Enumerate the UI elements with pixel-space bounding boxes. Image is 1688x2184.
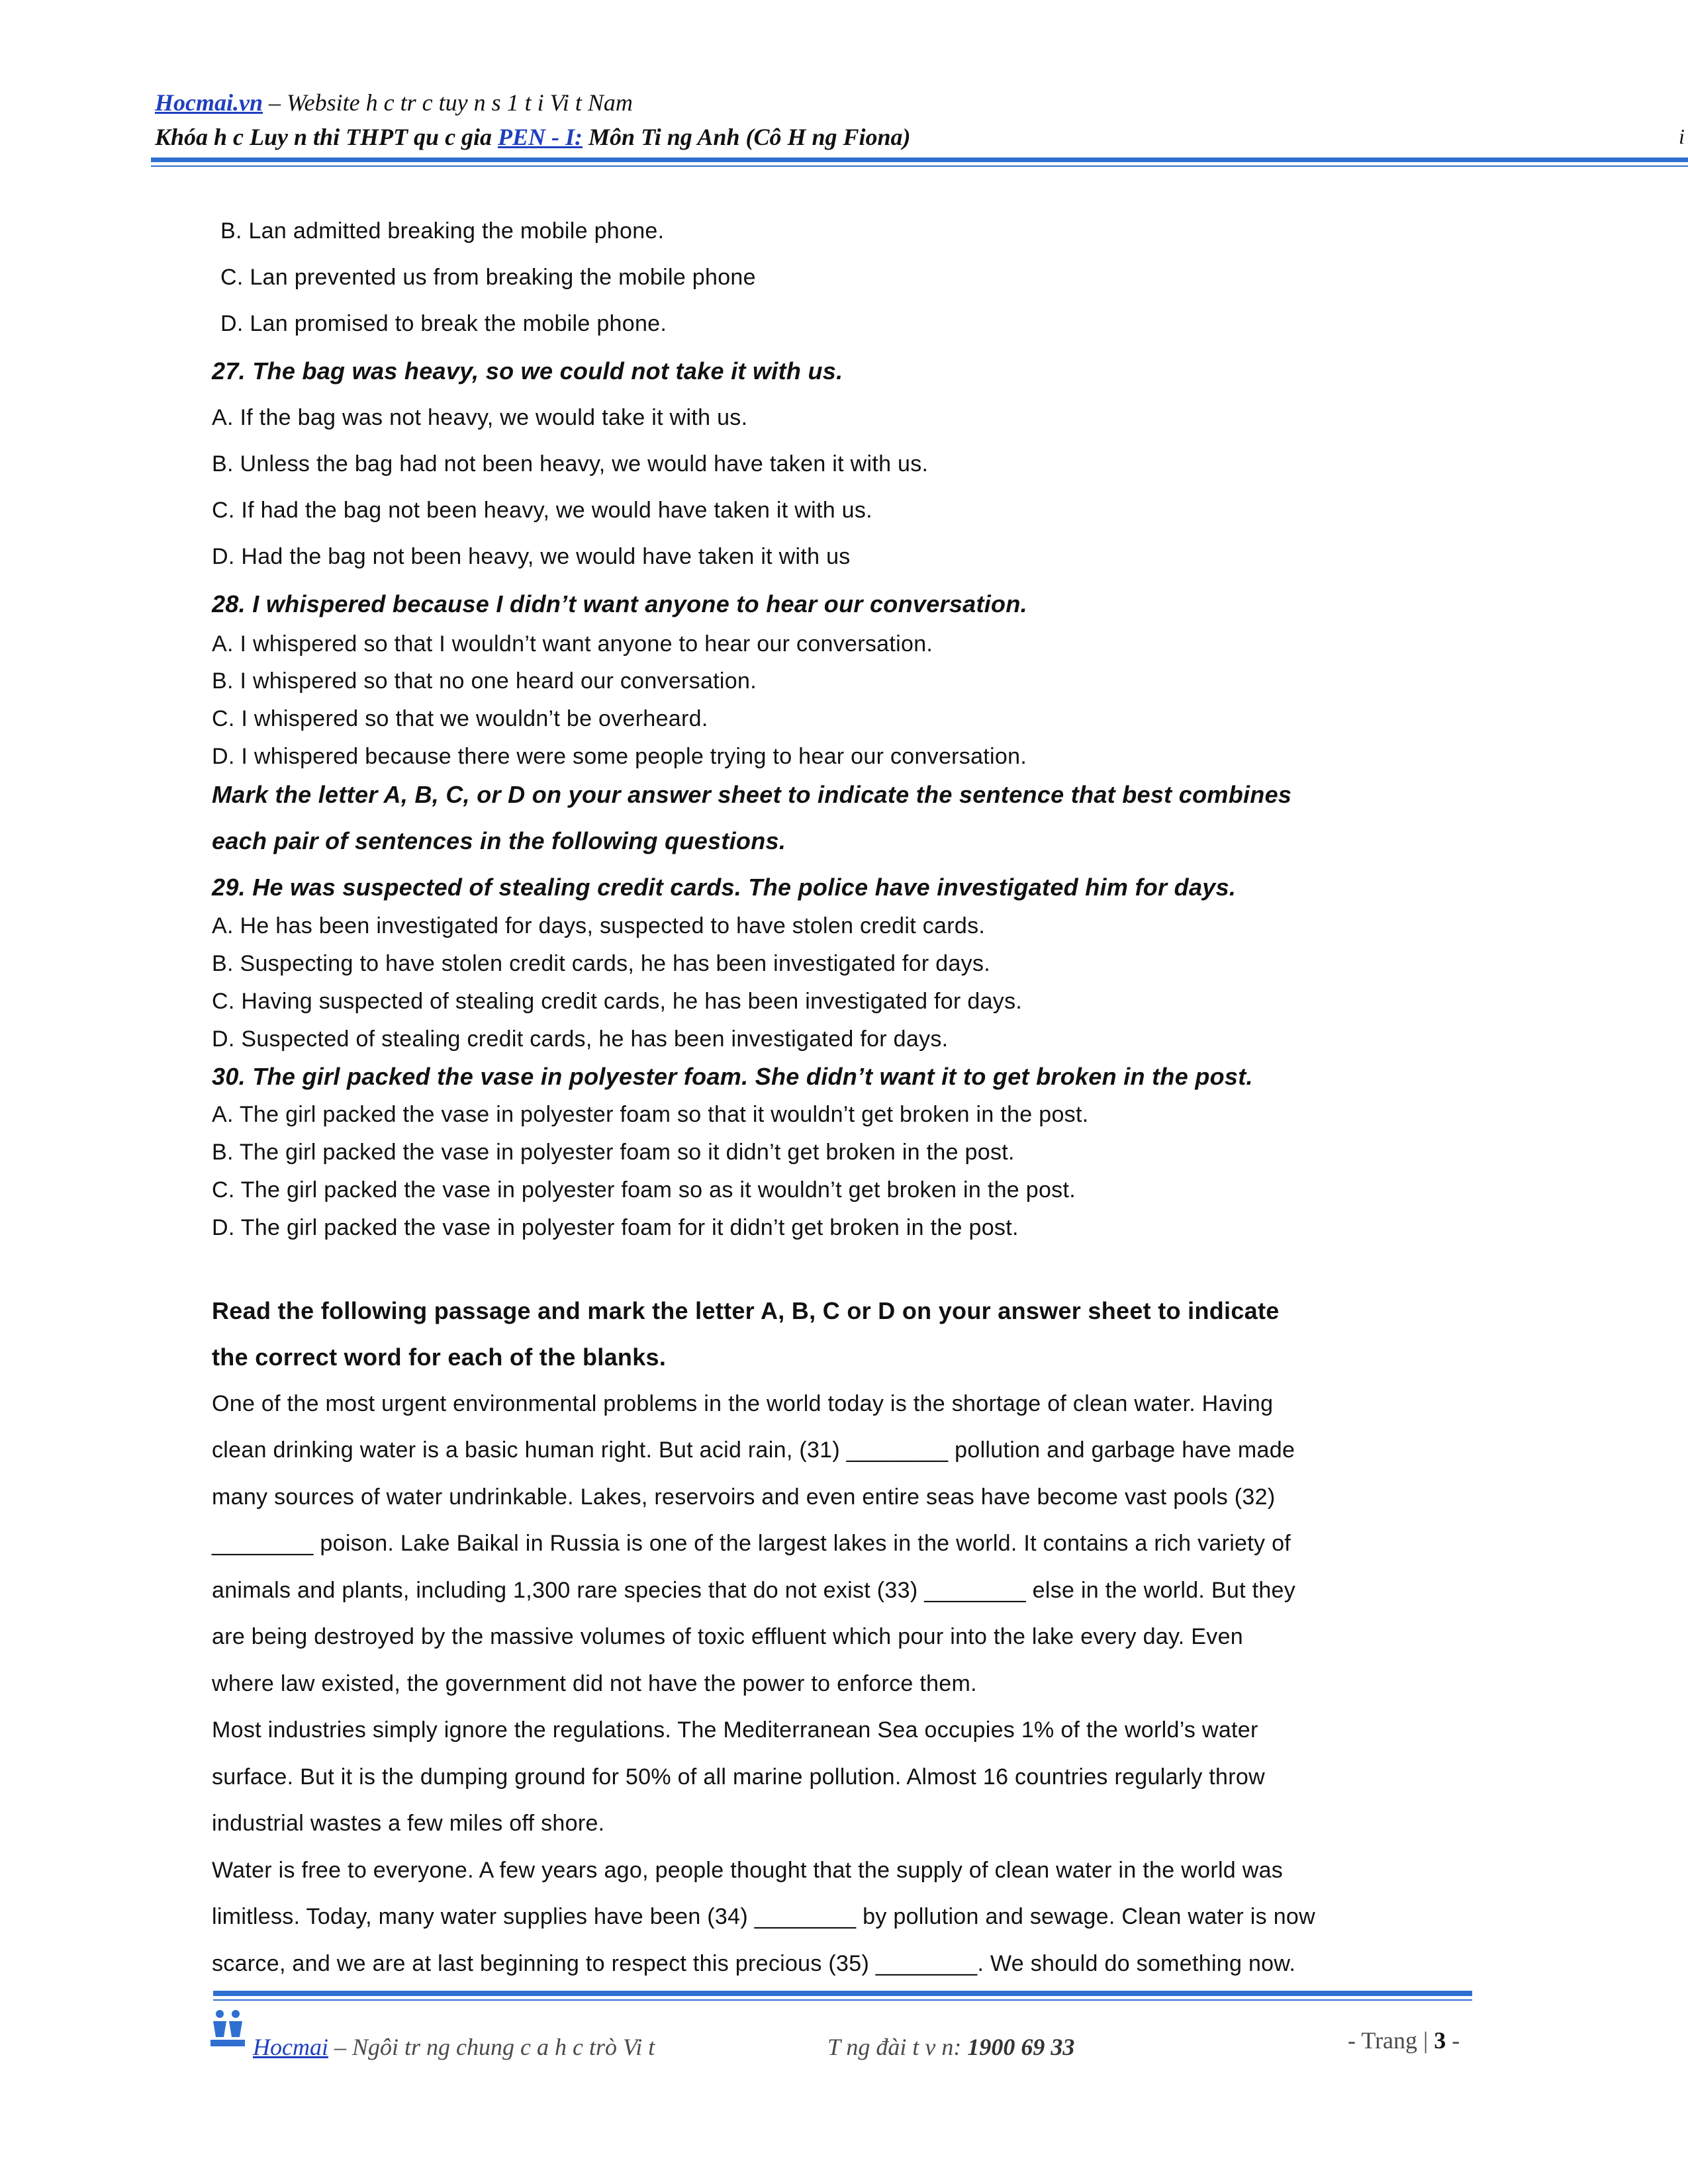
page-number: 3 [1434, 2027, 1446, 2054]
combine-instruction-line2: each pair of sentences in the following questions. [212, 827, 786, 854]
page-suffix: - [1446, 2027, 1460, 2054]
footer-rule-thick [213, 1991, 1472, 1996]
header-rule-thick [151, 158, 1688, 162]
course-link[interactable]: PEN - I: [498, 124, 583, 150]
q28-option-a: A. I whispered so that I wouldn’t want anyone to hear our conversation. [212, 631, 933, 657]
q30-option-c: C. The girl packed the vase in polyester foam so as it wouldn’t get broken in the post. [212, 1177, 1076, 1203]
passage-line-2: clean drinking water is a basic human right. But acid rain, (31) ________ pollution and garbage have made [212, 1437, 1295, 1463]
footer-rule-thin [213, 1999, 1472, 2001]
q26-option-b: B. Lan admitted breaking the mobile phone. [220, 218, 665, 244]
q30-option-d: D. The girl packed the vase in polyester foam for it didn’t get broken in the post. [212, 1215, 1019, 1240]
page-prefix: - Trang | [1348, 2027, 1434, 2054]
q26-option-c: C. Lan prevented us from breaking the mobile phone [220, 265, 756, 290]
passage-line-4: ________ poison. Lake Baikal in Russia is one of the largest lakes in the world. It contains a rich variety of [212, 1531, 1291, 1556]
passage-line-10: industrial wastes a few miles off shore. [212, 1811, 605, 1836]
passage-line-3: many sources of water undrinkable. Lakes, reservoirs and even entire seas have become vast pools (32) [212, 1484, 1276, 1510]
q27-prompt: 27. The bag was heavy, so we could not take it with us. [212, 357, 843, 385]
q29-prompt: 29. He was suspected of stealing credit cards. The police have investigated him for days. [212, 874, 1237, 901]
footer-brand-link[interactable]: Hocmai [253, 2034, 328, 2060]
header-rule-thin [151, 165, 1688, 167]
site-link[interactable]: Hocmai.vn [155, 89, 263, 116]
q28-prompt: 28. I whispered because I didn’t want anyone to hear our conversation. [212, 590, 1027, 617]
footer-hotline [827, 2033, 1074, 2061]
q29-option-c: C. Having suspected of stealing credit cards, he has been investigated for days. [212, 989, 1023, 1014]
q30-prompt: 30. The girl packed the vase in polyester foam. She didn’t want it to get broken in the post. [212, 1063, 1253, 1090]
footer-brand-tagline: – Ngôi tr ng chung c a h c trò Vi t [328, 2034, 655, 2060]
passage-line-6: are being destroyed by the massive volumes of toxic effluent which pour into the lake every day. Even [212, 1624, 1243, 1649]
header-course-line [155, 123, 911, 151]
hotline-label: T ng đài t v n: [827, 2034, 968, 2060]
passage-line-12: limitless. Today, many water supplies have been (34) ________ by pollution and sewage. Clean water is now [212, 1904, 1315, 1929]
q29-option-b: B. Suspecting to have stolen credit cards, he has been investigated for days. [212, 951, 991, 976]
combine-instruction-line1: Mark the letter A, B, C, or D on your answer sheet to indicate the sentence that best combines [212, 781, 1292, 808]
q27-option-a: A. If the bag was not heavy, we would take it with us. [212, 405, 748, 430]
footer-brand [253, 2033, 655, 2061]
q28-option-c: C. I whispered so that we wouldn’t be overheard. [212, 706, 708, 731]
q28-option-b: B. I whispered so that no one heard our conversation. [212, 668, 757, 694]
passage-line-5: animals and plants, including 1,300 rare species that do not exist (33) ________ else in the world. But they [212, 1578, 1296, 1603]
page-indicator [1348, 2026, 1460, 2054]
passage-line-11: Water is free to everyone. A few years ago, people thought that the supply of clean water in the world was [212, 1858, 1284, 1883]
header-edge-mark: i [1679, 124, 1685, 148]
q27-option-d: D. Had the bag not been heavy, we would have taken it with us [212, 544, 851, 569]
site-tagline: – Website h c tr c tuy n s 1 t i Vi t Nam [262, 89, 633, 116]
passage-line-9: surface. But it is the dumping ground for 50% of all marine pollution. Almost 16 countries regularly throw [212, 1764, 1265, 1790]
header-site-line [155, 89, 633, 116]
q27-option-c: C. If had the bag not been heavy, we would have taken it with us. [212, 498, 872, 523]
q29-option-d: D. Suspected of stealing credit cards, he has been investigated for days. [212, 1026, 949, 1052]
hotline-number: 1900 69 33 [967, 2034, 1075, 2060]
course-prefix: Khóa h c Luy n thi THPT qu c gia [155, 124, 498, 150]
course-suffix: Môn Ti ng Anh (Cô H ng Fiona) [583, 124, 911, 150]
passage-line-8: Most industries simply ignore the regulations. The Mediterranean Sea occupies 1% of the world’s water [212, 1717, 1258, 1743]
passage-instruction-line2: the correct word for each of the blanks. [212, 1343, 667, 1371]
hocmai-logo-icon [211, 2008, 245, 2049]
q27-option-b: B. Unless the bag had not been heavy, we would have taken it with us. [212, 451, 929, 477]
passage-instruction-line1: Read the following passage and mark the letter A, B, C or D on your answer sheet to indicate [212, 1297, 1280, 1324]
passage-line-7: where law existed, the government did not have the power to enforce them. [212, 1671, 977, 1696]
passage-line-13: scarce, and we are at last beginning to respect this precious (35) ________. We should do something now. [212, 1951, 1296, 1976]
passage-line-1: One of the most urgent environmental problems in the world today is the shortage of clean water. Having [212, 1391, 1274, 1416]
q28-option-d: D. I whispered because there were some people trying to hear our conversation. [212, 744, 1027, 769]
q29-option-a: A. He has been investigated for days, suspected to have stolen credit cards. [212, 913, 986, 938]
q30-option-b: B. The girl packed the vase in polyester foam so it didn’t get broken in the post. [212, 1140, 1015, 1165]
q26-option-d: D. Lan promised to break the mobile phone. [220, 311, 667, 336]
q30-option-a: A. The girl packed the vase in polyester foam so that it wouldn’t get broken in the post. [212, 1102, 1089, 1127]
